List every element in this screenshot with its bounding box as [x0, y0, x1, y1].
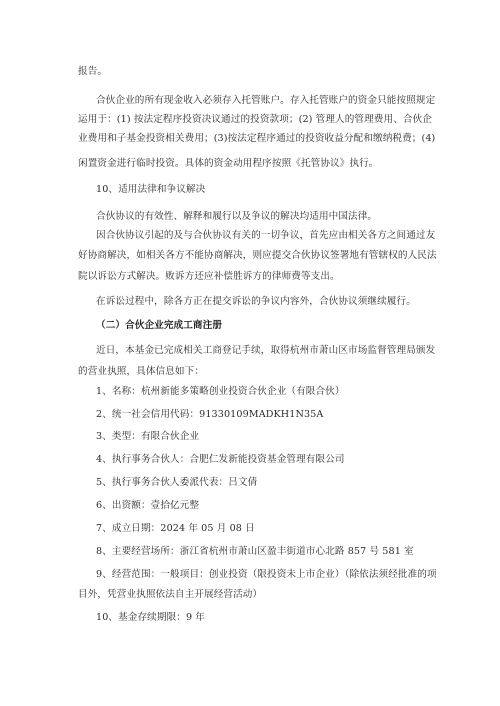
info-item-scope-cont: 目外，凭营业执照依法自主开展经营活动）: [78, 589, 263, 600]
info-item-capital: 6、出资额：壹拾亿元整: [96, 500, 200, 511]
text-line: 的营业执照，具体信息如下：: [78, 366, 205, 377]
text-line: 业费用和子基金投资相关费用；(3)按法定程序通过的投资收益分配和缴纳税费；(4): [78, 133, 436, 144]
info-item-credit-code: 2、统一社会信用代码：91330109MADKH1N35A: [96, 409, 324, 420]
text-line: 在诉讼过程中，除各方正在提交诉讼的争议内容外，合伙协议须继续履行。: [96, 296, 416, 307]
info-item-representative: 5、执行事务合伙人委派代表：吕文倩: [96, 477, 258, 488]
info-item-term: 10、基金存续期限：9 年: [96, 612, 206, 623]
info-item-address: 8、主要经营场所：浙江省杭州市萧山区盈丰街道市心北路 857 号 581 室: [96, 546, 414, 557]
info-item-scope: 9、经营范围：一般项目：创业投资（限投资未上市企业）（除依法须经批准的项: [96, 569, 437, 580]
text-line: 好协商解决，如相关各方不能协商解决，则应提交合伙协议签署地有管辖权的人民法: [78, 250, 437, 261]
text-line: 合伙协议的有效性、解释和履行以及争议的解决均适用中国法律。: [96, 211, 378, 222]
text-line: 因合伙协议引起的及与合伙协议有关的一切争议，首先应由相关各方之间通过友: [96, 230, 436, 241]
info-item-partner: 4、执行事务合伙人：合肥仁发新能投资基金管理有限公司: [96, 454, 345, 465]
info-item-name: 1、名称：杭州新能多策略创业投资合伙企业（有限合伙）: [96, 386, 345, 397]
info-item-type: 3、类型：有限合伙企业: [96, 431, 200, 442]
text-line: 近日，本基金已完成相关工商登记手续，取得杭州市萧山区市场监督管理局颁发: [96, 345, 436, 356]
section-heading: 10、适用法律和争议解决: [96, 184, 206, 195]
text-line: 合伙企业的所有现金收入必须存入托管账户。存入托管账户的资金只能按照规定: [96, 95, 436, 106]
section-title: （二）合伙企业完成工商注册: [96, 320, 223, 331]
info-item-date: 7、成立日期：2024 年 05 月 08 日: [96, 523, 255, 534]
text-line: 闲置资金进行临时投资。具体的资金动用程序按照《托管协议》执行。: [78, 158, 379, 169]
text-line: 报告。: [78, 66, 108, 77]
text-line: 院以诉讼方式解决。败诉方还应补偿胜诉方的律师费等支出。: [78, 271, 340, 282]
text-line: 运用于：(1) 按法定程序投资决议通过的投资款项；(2) 管理人的管理费用、合伙企: [78, 114, 432, 125]
